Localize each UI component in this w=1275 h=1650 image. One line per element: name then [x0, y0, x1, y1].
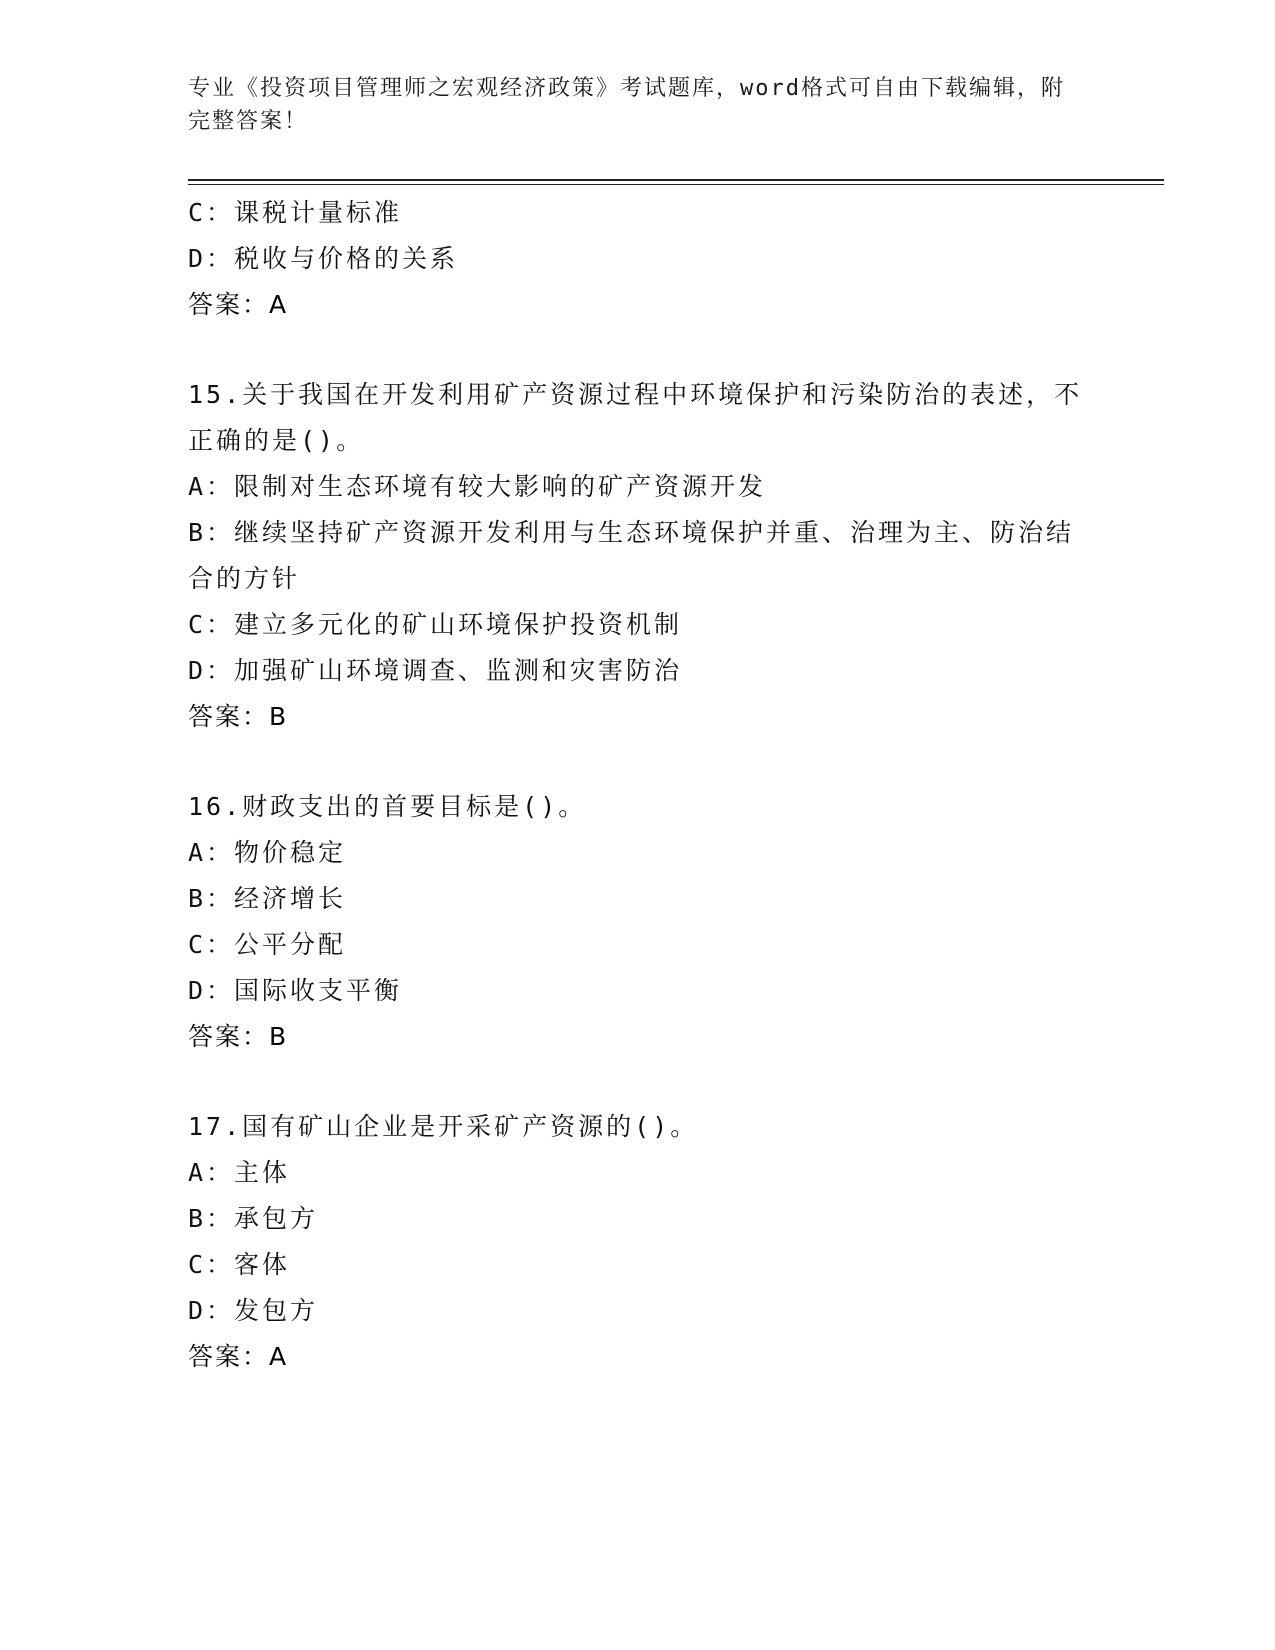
option-b: B：经济增长 [188, 884, 347, 913]
option-b: B：继续坚持矿产资源开发利用与生态环境保护并重、治理为主、防治结合的方针 [188, 518, 1075, 593]
question-spacer [188, 1060, 1088, 1104]
answer-line: 答案：B [188, 1022, 289, 1051]
option-d: D：国际收支平衡 [188, 976, 403, 1005]
header-divider-thick [188, 179, 1164, 181]
question-14-continued [188, 190, 1088, 328]
option-d: D：加强矿山环境调查、监测和灾害防治 [188, 656, 683, 685]
question-17 [188, 1104, 1088, 1380]
option-b: B：承包方 [188, 1204, 319, 1233]
option-c: C：建立多元化的矿山环境保护投资机制 [188, 610, 683, 639]
option-d: D：税收与价格的关系 [188, 244, 459, 273]
question-spacer [188, 740, 1088, 784]
answer-line: 答案：A [188, 290, 289, 319]
option-c: C：客体 [188, 1250, 291, 1279]
header-divider-thin [188, 184, 1164, 185]
option-a: A：主体 [188, 1158, 291, 1187]
question-spacer [188, 328, 1088, 372]
option-d: D：发包方 [188, 1296, 319, 1325]
option-a: A：限制对生态环境有较大影响的矿产资源开发 [188, 472, 767, 501]
option-a: A：物价稳定 [188, 838, 347, 867]
document-header: 专业《投资项目管理师之宏观经济政策》考试题库，word格式可自由下载编辑，附完整答案！ [188, 76, 1065, 134]
question-15 [188, 372, 1088, 740]
answer-line: 答案：B [188, 702, 289, 731]
option-c: C：公平分配 [188, 930, 347, 959]
question-stem: 15.关于我国在开发利用矿产资源过程中环境保护和污染防治的表述，不正确的是()。 [188, 380, 1083, 455]
question-list [188, 190, 1088, 1380]
question-stem: 17.国有矿山企业是开采矿产资源的()。 [188, 1112, 699, 1141]
answer-line: 答案：A [188, 1342, 289, 1371]
option-c: C：课税计量标准 [188, 198, 403, 227]
question-16 [188, 784, 1088, 1060]
question-stem: 16.财政支出的首要目标是()。 [188, 792, 587, 821]
